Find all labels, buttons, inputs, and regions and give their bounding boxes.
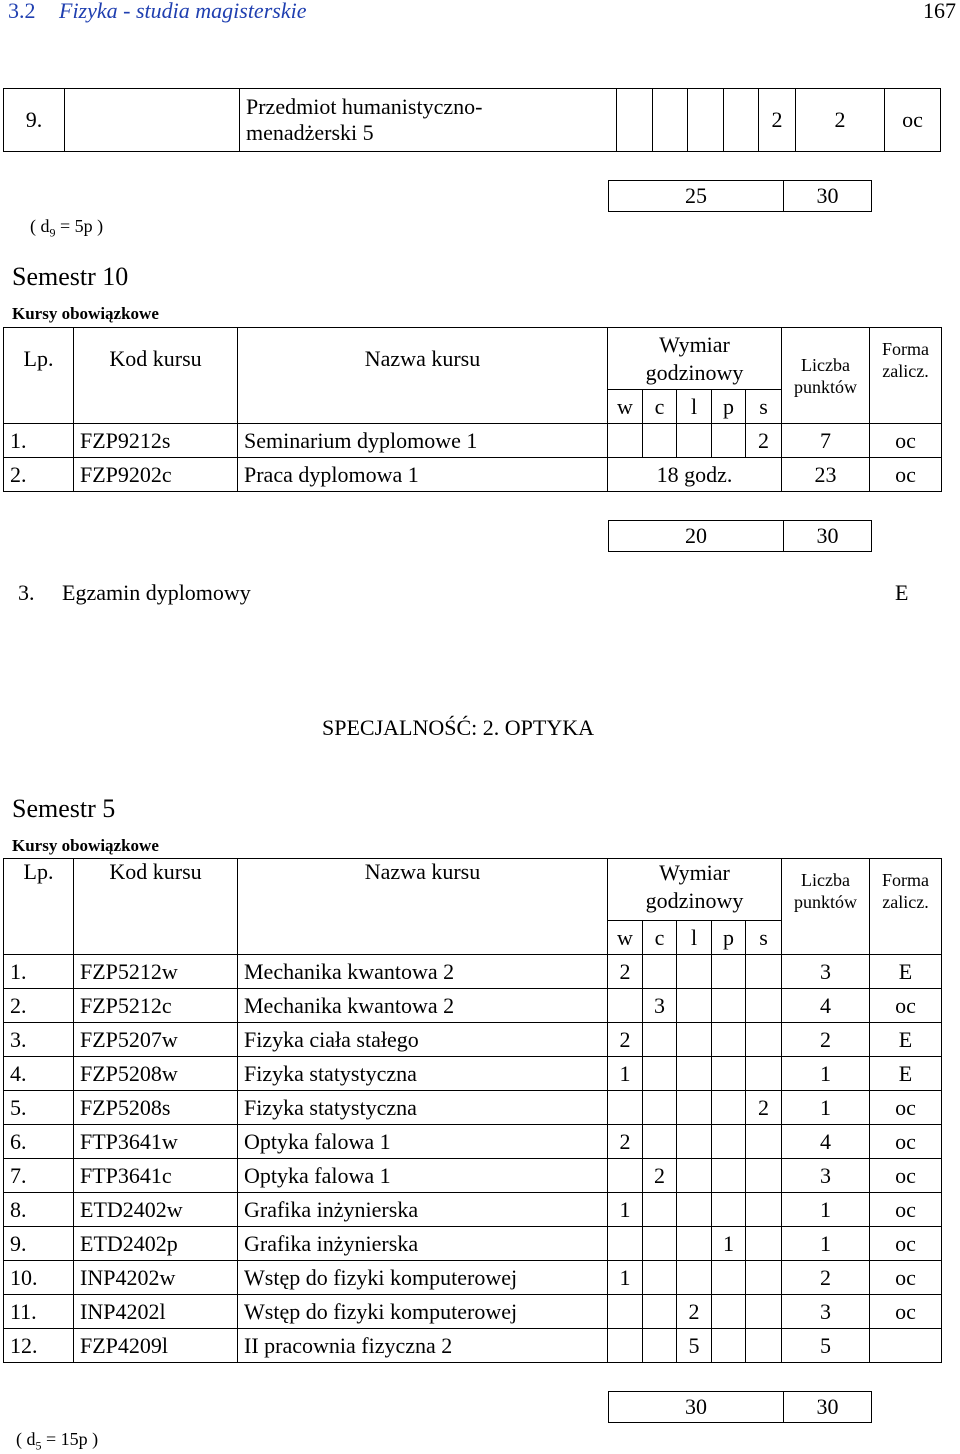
cell-form: oc — [870, 1295, 942, 1329]
cell-c — [643, 1261, 677, 1295]
table-row — [4, 1125, 942, 1159]
cell-l: 2 — [677, 1295, 712, 1329]
cell-pts: 2 — [782, 1261, 870, 1295]
table-row: 2. FZP9202c Praca dyplomowa 1 18 godz. 23 oc — [4, 458, 942, 492]
cell-kod: FZP4209l — [74, 1329, 238, 1363]
deficit-note-1: ( $d_9 = 5p$ ) — [30, 216, 104, 240]
cell-w: 1 — [608, 1057, 643, 1091]
cell-l — [677, 1023, 712, 1057]
cell-c — [643, 955, 677, 989]
cell-p — [712, 1193, 746, 1227]
cell-p — [712, 1091, 746, 1125]
cell-nazwa: Mechanika kwantowa 2 — [238, 989, 608, 1023]
section-title: Fizyka - studia magisterskie — [59, 0, 307, 23]
cell-lp: 4. — [4, 1057, 74, 1091]
cell-form: oc — [870, 1193, 942, 1227]
cell-pts: 2 — [782, 1023, 870, 1057]
cell-form: oc — [870, 1227, 942, 1261]
table-row — [4, 1295, 942, 1329]
cell-p — [712, 1023, 746, 1057]
section-header — [8, 0, 306, 24]
cell-s — [746, 1193, 782, 1227]
header-forma: Forma zalicz. — [870, 328, 942, 424]
exam-name: Egzamin dyplomowy — [62, 580, 251, 605]
row-s: 2 — [759, 89, 796, 152]
header-kod: Kod kursu — [74, 859, 238, 921]
cell-kod: ETD2402p — [74, 1227, 238, 1261]
cell-kod: FZP5208s — [74, 1091, 238, 1125]
cell-l — [677, 1261, 712, 1295]
cell-p — [712, 1329, 746, 1363]
row-lp: 9. — [4, 89, 65, 152]
cell-form: oc — [870, 1125, 942, 1159]
cell-w — [608, 1091, 643, 1125]
cell-p — [712, 1261, 746, 1295]
cell-p — [712, 1159, 746, 1193]
cell-l — [677, 1125, 712, 1159]
cell-c — [643, 1091, 677, 1125]
table-row — [4, 1057, 942, 1091]
cell-pts: 1 — [782, 1227, 870, 1261]
cell-form: oc — [870, 989, 942, 1023]
table-row — [4, 955, 942, 989]
cell-lp: 6. — [4, 1125, 74, 1159]
cell-l — [677, 989, 712, 1023]
cell-lp: 3. — [4, 1023, 74, 1057]
cell-pts: 1 — [782, 1091, 870, 1125]
cell-kod: FTP3641c — [74, 1159, 238, 1193]
cell-c — [643, 1125, 677, 1159]
cell-l — [677, 955, 712, 989]
table-row: 1. FZP9212s Seminarium dyplomowe 1 2 7 oc — [4, 424, 942, 458]
cell-l — [677, 1193, 712, 1227]
hours-summary-3: 30 30 — [608, 1391, 872, 1423]
cell-w: 2 — [608, 1023, 643, 1057]
cell-s — [746, 1023, 782, 1057]
cell-w: 1 — [608, 1261, 643, 1295]
semester-5-table: Lp. Kod kursu Nazwa kursu Wymiar godzinowy Liczba punktów Forma zalicz. w c l p s 1. FZP5212w Mechanika kwantowa 2 2 3 E 2. FZP5212c Mechanika kwantowa 2 3 4 oc 3. FZP5207w Fizyka ciała stałego 2 2 E 4. FZP5208w Fizyka statystyczna 1 1 E 5. FZP5208s Fizyka statystyczna 2 1 oc 6. FTP3641w Optyka falowa 1 2 4 oc 7. FTP3641c Optyka falowa 1 2 3 oc 8. ETD2402w Grafika inżynierska 1 1 oc 9. ETD2402p Grafika inżynierska 1 1 oc 10. INP4202w Wstęp do fizyki komputerowej 1 2 oc 11. INP4202l Wstęp do fizyki komputerowej 2 3 oc 12. FZP4209l II pracownia fizyczna 2 5 5 — [3, 858, 942, 1363]
cell-lp: 7. — [4, 1159, 74, 1193]
cell-pts: 4 — [782, 989, 870, 1023]
table-row — [4, 1193, 942, 1227]
table-row — [4, 989, 942, 1023]
cell-s — [746, 1261, 782, 1295]
semester-5-required-label: Kursy obowiązkowe — [12, 836, 159, 855]
cell-nazwa: Mechanika kwantowa 2 — [238, 955, 608, 989]
cell-lp: 1. — [4, 955, 74, 989]
cell-s: 2 — [746, 1091, 782, 1125]
header-forma: Forma zalicz. — [870, 859, 942, 955]
cell-s — [746, 1125, 782, 1159]
row-points: 2 — [796, 89, 885, 152]
header-wymiar: Wymiar godzinowy — [608, 328, 782, 390]
semester-5-title: Semestr 5 — [12, 794, 116, 823]
table-row — [4, 1159, 942, 1193]
cell-kod: INP4202l — [74, 1295, 238, 1329]
cell-form: E — [870, 955, 942, 989]
header-lp: Lp. — [4, 859, 74, 921]
cell-form: E — [870, 1023, 942, 1057]
cell-nazwa: Fizyka statystyczna — [238, 1057, 608, 1091]
cell-c — [643, 1057, 677, 1091]
cell-kod: FZP5212w — [74, 955, 238, 989]
semester-10-table: Lp. Kod kursu Nazwa kursu Wymiar godzinowy Liczba punktów Forma zalicz. w c l p s 1. FZP9212s Seminarium dyplomowe 1 2 7 oc 2. FZP9202c Praca dyplomowa 1 18 godz. 23 oc — [3, 327, 942, 492]
row-form: oc — [885, 89, 941, 152]
cell-nazwa: Wstęp do fizyki komputerowej — [238, 1261, 608, 1295]
cell-lp: 10. — [4, 1261, 74, 1295]
cell-pts: 4 — [782, 1125, 870, 1159]
hours-summary-2: 20 30 — [608, 520, 872, 552]
cell-c — [643, 1295, 677, 1329]
cell-lp: 9. — [4, 1227, 74, 1261]
cell-w: 1 — [608, 1193, 643, 1227]
header-wymiar: Wymiar godzinowy — [608, 859, 782, 921]
cell-s — [746, 955, 782, 989]
cell-l — [677, 1159, 712, 1193]
specialty-heading: SPECJALNOŚĆ: 2. OPTYKA — [322, 715, 594, 740]
header-liczba: Liczba punktów — [782, 859, 870, 955]
exam-lp: 3. — [18, 580, 35, 605]
cell-pts: 3 — [782, 1295, 870, 1329]
cell-nazwa: Fizyka ciała stałego — [238, 1023, 608, 1057]
cell-c — [643, 1023, 677, 1057]
cell-pts: 1 — [782, 1057, 870, 1091]
table-row — [4, 1227, 942, 1261]
cell-w — [608, 1295, 643, 1329]
cell-s — [746, 1295, 782, 1329]
cell-c — [643, 1193, 677, 1227]
cell-pts: 1 — [782, 1193, 870, 1227]
cell-c: 2 — [643, 1159, 677, 1193]
cell-lp: 11. — [4, 1295, 74, 1329]
cell-kod: FZP5208w — [74, 1057, 238, 1091]
cell-l: 5 — [677, 1329, 712, 1363]
cell-kod: INP4202w — [74, 1261, 238, 1295]
cell-nazwa: Optyka falowa 1 — [238, 1125, 608, 1159]
cell-l — [677, 1227, 712, 1261]
table-row — [4, 1261, 942, 1295]
cell-w: 2 — [608, 955, 643, 989]
cell-l — [677, 1057, 712, 1091]
cell-pts: 5 — [782, 1329, 870, 1363]
cell-form — [870, 1329, 942, 1363]
cell-p — [712, 955, 746, 989]
section-number: 3.2 — [8, 0, 36, 23]
cell-s — [746, 1057, 782, 1091]
table-row — [4, 1091, 942, 1125]
cell-p — [712, 1295, 746, 1329]
cell-pts: 3 — [782, 955, 870, 989]
cell-c — [643, 1227, 677, 1261]
cell-nazwa: Grafika inżynierska — [238, 1227, 608, 1261]
cell-c: 3 — [643, 989, 677, 1023]
cell-w — [608, 1227, 643, 1261]
cell-w — [608, 989, 643, 1023]
deficit-note-3: ( $d_5 = 15p$ ) — [16, 1429, 99, 1453]
cell-s — [746, 1227, 782, 1261]
table-row — [4, 1329, 942, 1363]
cell-kod: FZP5207w — [74, 1023, 238, 1057]
cell-l — [677, 1091, 712, 1125]
cell-w — [608, 1159, 643, 1193]
page-number: 167 — [923, 0, 956, 23]
cell-nazwa: Fizyka statystyczna — [238, 1091, 608, 1125]
cell-s — [746, 989, 782, 1023]
cell-p — [712, 989, 746, 1023]
cell-lp: 8. — [4, 1193, 74, 1227]
cell-form: oc — [870, 1261, 942, 1295]
semester-10-title: Semestr 10 — [12, 262, 129, 291]
row-name: Przedmiot humanistyczno- menadżerski 5 — [240, 89, 617, 152]
cell-s — [746, 1159, 782, 1193]
cell-form: oc — [870, 1159, 942, 1193]
cell-nazwa: II pracownia fizyczna 2 — [238, 1329, 608, 1363]
cell-lp: 5. — [4, 1091, 74, 1125]
cell-form: E — [870, 1057, 942, 1091]
cell-nazwa: Grafika inżynierska — [238, 1193, 608, 1227]
cell-nazwa: Wstęp do fizyki komputerowej — [238, 1295, 608, 1329]
cell-s — [746, 1329, 782, 1363]
header-nazwa: Nazwa kursu — [238, 859, 608, 921]
course-9-row — [3, 88, 941, 152]
hours-summary-1: 25 30 — [608, 180, 872, 212]
header-liczba: Liczba punktów — [782, 328, 870, 424]
cell-w — [608, 1329, 643, 1363]
cell-nazwa: Optyka falowa 1 — [238, 1159, 608, 1193]
cell-pts: 3 — [782, 1159, 870, 1193]
header-lp: Lp. — [4, 328, 74, 390]
semester-10-required-label: Kursy obowiązkowe — [12, 304, 159, 323]
cell-w: 2 — [608, 1125, 643, 1159]
exam-form: E — [895, 580, 909, 605]
cell-p — [712, 1057, 746, 1091]
cell-c — [643, 1329, 677, 1363]
cell-p — [712, 1125, 746, 1159]
cell-form: oc — [870, 1091, 942, 1125]
cell-lp: 12. — [4, 1329, 74, 1363]
cell-kod: ETD2402w — [74, 1193, 238, 1227]
header-kod: Kod kursu — [74, 328, 238, 390]
cell-lp: 2. — [4, 989, 74, 1023]
cell-kod: FZP5212c — [74, 989, 238, 1023]
header-nazwa: Nazwa kursu — [238, 328, 608, 390]
cell-p: 1 — [712, 1227, 746, 1261]
cell-kod: FTP3641w — [74, 1125, 238, 1159]
table-row — [4, 1023, 942, 1057]
